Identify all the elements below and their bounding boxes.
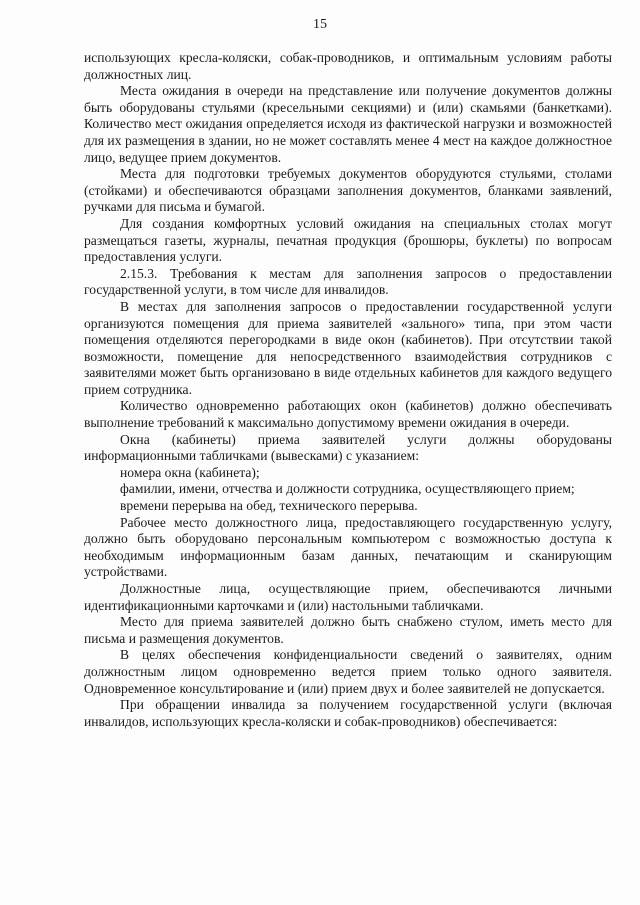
paragraph-section-2-15-3: 2.15.3. Требования к местам для заполнения запросов о предоставлении государственной услуги, в том числе для инвалидов.	[84, 265, 612, 298]
page-number: 15	[313, 17, 327, 32]
paragraph-disabled-access: При обращении инвалида за получением государственной услуги (включая инвалидов, использующих кресла-коляски и собак-проводников) обеспечивается:	[84, 697, 612, 729]
paragraph-window-count: Количество одновременно работающих окон (кабинетов) должно обеспечивать выполнение требований к максимально допустимому времени ожидания в очереди.	[84, 398, 612, 431]
paragraph-waiting-places: Места ожидания в очереди на представление или получение документов должны быть оборудованы стульями (кресельными секциями) и (или) скамьями (банкетками). Количество мест ожидания определяется исходя из фактической нагрузки и возможностей для их размещения в здании, но не может составлять менее 4 мест на каждое должностное лицо, ведущее прием документов.	[84, 83, 612, 165]
list-item-break-time: времени перерыва на обед, технического перерыва.	[120, 498, 418, 514]
paragraph-preparation-places: Места для подготовки требуемых документов оборудуются стульями, столами (стойками) и обеспечиваются образцами заполнения документов, бланками заявлений, ручками для письма и бумагой.	[84, 166, 612, 215]
paragraph-reception-place: Место для приема заявителей должно быть снабжено стулом, иметь место для письма и размещения документов.	[84, 614, 612, 646]
paragraph-window-signs: Окна (кабинеты) приема заявителей услуги должны оборудованы информационными табличками (вывесками) с указанием:	[84, 431, 612, 464]
document-body	[84, 50, 612, 730]
paragraph-comfort-conditions: Для создания комфортных условий ожидания на специальных столах могут размещаться газеты, журналы, печатная продукция (брошюры, буклеты) по вопросам предоставления услуги.	[84, 215, 612, 265]
list-item-window-number: номера окна (кабинета);	[120, 464, 260, 480]
list-item-employee-name: фамилии, имени, отчества и должности сотрудника, осуществляющего прием;	[120, 481, 575, 497]
paragraph-id-cards: Должностные лица, осуществляющие прием, обеспечиваются личными идентификационными карточками и (или) настольными табличками.	[84, 581, 612, 613]
paragraph-hall-type-rooms: В местах для заполнения запросов о предоставлении государственной услуги организуются помещения для приема заявителей «зального» типа, при этом части помещения отделяются перегородками в виде окон (кабинетов). При отсутствии такой возможности, помещение для непосредственного взаимодействия сотрудников с заявителями может быть организовано в виде отдельных кабинетов для каждого ведущего прием сотрудника.	[84, 298, 612, 397]
paragraph-continuation: использующих кресла-коляски, собак-проводников, и оптимальным условиям работы должностных лиц.	[84, 50, 612, 82]
paragraph-confidentiality: В целях обеспечения конфиденциальности сведений о заявителях, одним должностным лицом одновременно ведется прием только одного заявителя. Одновременное консультирование и (или) прием двух и более заявителей не допускается.	[84, 647, 612, 696]
paragraph-workplace-equipment: Рабочее место должностного лица, предоставляющего государственную услугу, должно быть оборудовано персональным компьютером с возможностью доступа к необходимым информационным базам данных, печатающим и сканирующим устройствами.	[84, 514, 612, 580]
